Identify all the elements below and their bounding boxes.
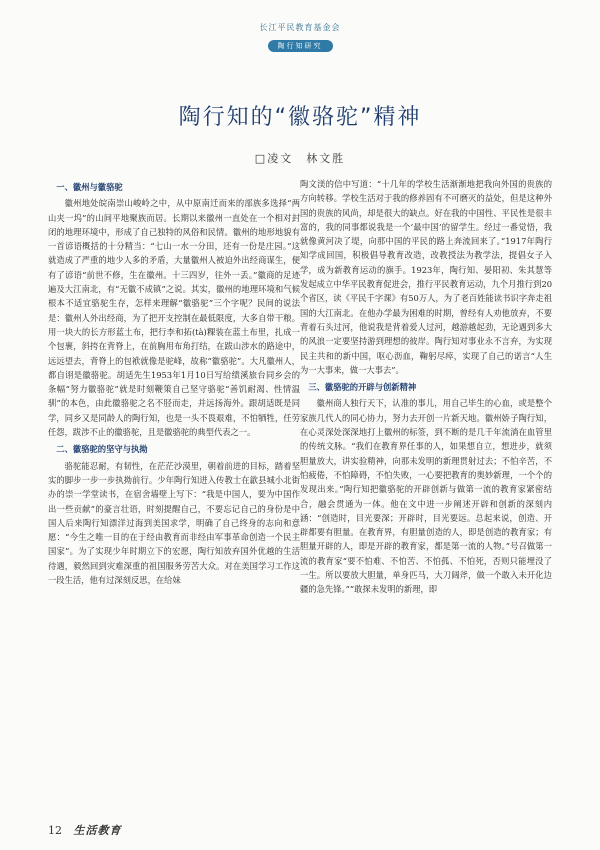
- body-paragraph: 徽州商人独行天下，认准的事儿，用自己毕生的心血，或是整个家族几代人的同心协力，努力去开创一片新天地。徽州娇子陶行知，在心灵深处深深地打上徽州的标签，到不断的是几千年流淌在血管里的传统文脉。“我们在教育界任事的人，如果想自立，想进步，就须胆量放大，讲实验精神，向那未发明的新理贯射过去；不怕辛苦，不怕疲倦，不怕障碍，不怕失败，一心要把教育的奥妙新理，一个个的发现出来。”陶行知把徽骆驼的开辟创新与做第一流的教育家紧密结合，融会贯通为一体。他在文中进一步阐述开辟和创新的深刻内涵：“创造时，目光要深；开辟时，目光要远。总起来说，创造、开辟都要有胆量。在教育界，有胆量创造的人，即是创造的教育家；有胆量开辟的人，即是开辟的教育家，都是第一流的人物。”号召做第一流的教育家“要不怕难、不怕苦、不怕孤、不怕死，否则只能埋没了一生。所以要放大胆量，单身匹马，大刀阔斧，做一个敢入未开化边疆的急先锋。”“敢探未发明的新理，即: [300, 398, 552, 595]
- section-heading: 三、徽骆驼的开辟与创新精神: [308, 382, 417, 393]
- page-footer: [48, 822, 122, 838]
- body-paragraph: 陶文渼的信中写道：“十几年的学校生活渐渐地把我向外国的贵族的方向转移。学校生活对于我的修养固有不可磨灭的益处，但是这种外国的贵族的风尚，却是很大的缺点。好在我的中国性、平民性是很丰富的，我的同事都说我是一个‘最中国’的留学生。经过一番觉悟，我就像黄河决了堤，向那中国的平民的路上奔流回来了。”1917年陶行知学成回国，积极倡导教育改造，改教授法为教学法，提倡女子入学，成为新教育运动的旗手。1923年，陶行知、晏阳初、朱其慧等发起成立中华平民教育促进会，推行平民教育运动，九个月推行到20个省区，读《平民千字课》有50万人，为了老百姓能读书识字奔走祖国的大江南北。在他办学最为困难的时期，曾经有人劝他放弃，不要背着石头过河，他说我是背着爱人过河，越游越起劲，无论遇到多大的风浪一定要坚持游到理想的彼岸。陶行知对事业永不言弃，为实现民主共和的新中国，呕心沥血，鞠躬尽瘁，实现了自己的诺言“人生为一大事来，做一大事去”。: [300, 179, 552, 375]
- org-name: 长江平民教育基金会: [259, 23, 341, 32]
- magazine-logo: 生活教育: [73, 824, 122, 837]
- left-column: [48, 177, 300, 587]
- body-paragraph: 骆驼能忍耐，有韧性，在茫茫沙漠里，朝着前进的目标，踏着坚实的脚步一步一步执拗前行。少年陶行知进入传教士在歙县城小北街办的崇一学堂读书，在宿舍墙壁上写下：“我是中国人，要为中国作出一些贡献”的豪言壮语，时刻提醒自己，不要忘记自己的身份是中国人后来陶行知漂洋过海到美国求学，明确了自己终身的志向和意愿：“今生之唯一目的在于经由教育而非经由军事革命创造一个民主国家”。为了实现少年时期立下的宏愿，陶行知放弃国外优越的生活待遇，毅然回到灾难深重的祖国服务劳苦大众。对在美国学习工作这一段生活，他有过深刻反思，在给妹: [48, 460, 300, 586]
- right-column: [300, 177, 552, 597]
- body-paragraph: 徽州地处皖南崇山峻岭之中，从中原南迁而来的部族多选择“两山夹一坞”的山间平地聚族而居。长期以来徽州一直处在一个相对封闭的地理环境中，形成了自己独特的风俗和民情。徽州的地形地貌有一首谚语概括的十分精当：“七山一水一分田，还有一份是庄园。”这就造成了严重的地少人多的矛盾，大量徽州人被迫外出经商谋生，便有了谚语“前世不修，生在徽州。十三四岁，往外一丢。”徽商的足迹遍及大江南北，有“无徽不成镇”之说。其实，徽州的地理环境和气候根本不适宜骆驼生存，怎样来理解“徽骆驼”三个字呢？民间的说法是：徽州人外出经商，为了把开支控制在最低限度，大多自带干粮。用一块大的长方形蓝土布，把行李和拓(tà)粿装在蓝土布里，扎成一个包裹，斜挎在背脊上，在前胸用布角打结，在跋山涉水的路途中，远远望去，背脊上的包袱就像是驼峰，故称“徽骆驼”。大凡徽州人，都自诩是徽骆驼。胡适先生1953年1月10日写给绩溪旅台同乡会的条幅“努力徽骆驼”就是时刻鞭策自己坚守骆驼“善饥耐渴、性情温驯”的本色，由此徽骆驼之名不胫而走，并远扬海外。跟胡适既是同学，同乡又是同龄人的陶行知，也是一头不畏艰难，不怕牺牲，任劳任怨，跋涉不止的徽骆驼，且是徽骆驼的典型代表之一。: [48, 198, 300, 438]
- article-authors: □凌文 林文胜: [254, 152, 346, 165]
- article-title: 陶行知的“徽骆驼”精神: [178, 105, 422, 130]
- journal-header: [0, 22, 600, 52]
- column-banner: 陶行知研究: [268, 40, 333, 52]
- page-number: 12: [48, 824, 62, 837]
- section-heading: 二、徽骆驼的坚守与执拗: [56, 444, 148, 455]
- section-heading: 一、徽州与徽骆驼: [56, 182, 123, 192]
